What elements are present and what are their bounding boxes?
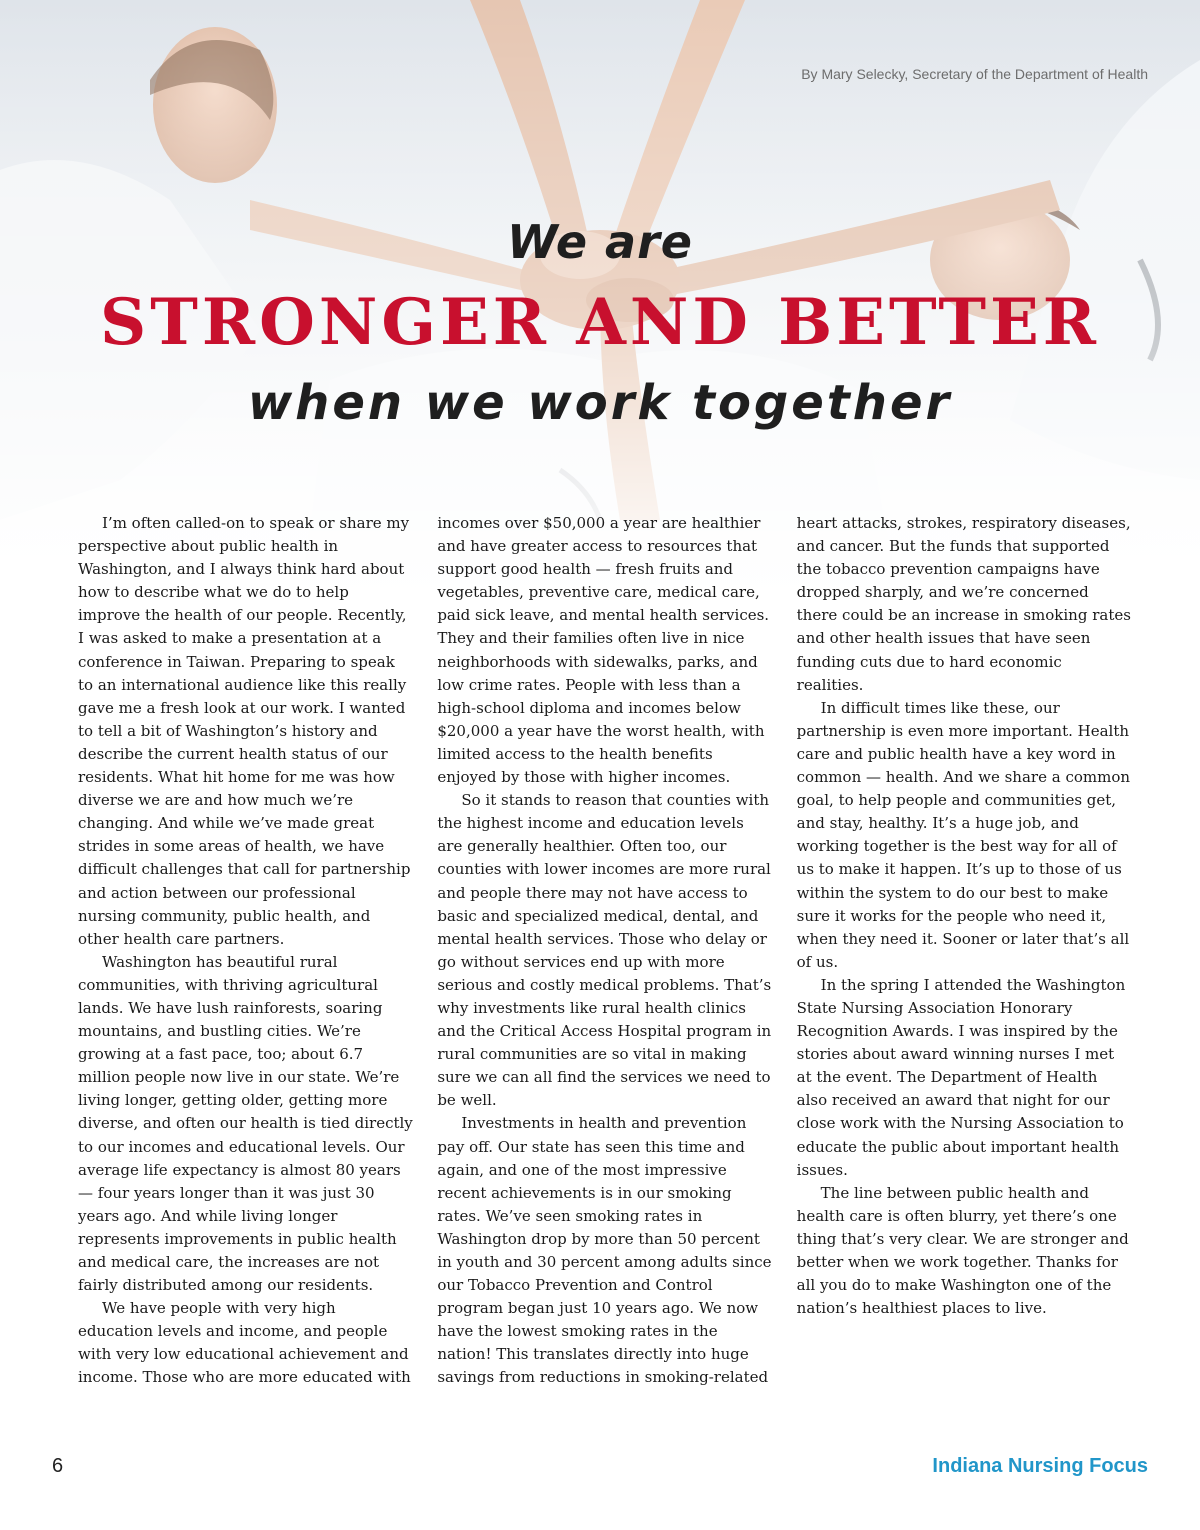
article-paragraph: Washington has beautiful rural communities, with thriving agricultural lands. We have lush rainforests, soaring mountains, and bustling cities. We’re growing at a fast pace, too; about 6.7 million people now live in our state. We’re living longer, getting older, getting more diverse, and often our health is tied directly to our incomes and educational levels. Our average life expectancy is almost 80 years — four years longer than it was just 30 years ago. And while living longer represents improvements in public health and medical care, the increases are not fairly distributed among our residents. <box>78 952 413 1295</box>
publication-name: Indiana Nursing Focus <box>932 1455 1148 1477</box>
article-body <box>78 512 1132 1412</box>
page-number: 6 <box>52 1455 64 1477</box>
headline-line-2: STRONGER AND BETTER <box>100 285 1100 360</box>
headline-line-3: when we work together <box>247 375 953 431</box>
headline-line-1: We are <box>507 215 693 269</box>
article-paragraph: I’m often called-on to speak or share my perspective about public health in Washington, and I always think hard about how to describe what we do to help improve the health of our people. Recently, I was asked to make a presentation at a conference in Taiwan. Preparing to speak to an international audience like this really gave me a fresh look at our work. I wanted to tell a bit of Washington’s history and describe the current health status of our residents. What hit home for me was how diverse we are and how much we’re changing. And while we’ve made great strides in some areas of health, we have difficult challenges that call for partnership and action between our professional nursing community, public health, and other health care partners. <box>78 514 411 948</box>
article-paragraph: The line between public health and health care is often blurry, yet there’s one thing that’s very clear. We are stronger and better when we work together. Thanks for all you do to make Washington one of the nation’s healthiest places to live. <box>796 1183 1129 1318</box>
article-paragraph: Investments in health and prevention pay off. Our state has seen this time and again, and one of the most impressive recent achievements is in our smoking rates. We’ve seen smoking rates in Washington drop by more than 50 percent in youth and 30 percent among adults since our Tobacco Prevention and Control program began just 10 years ago. We now have the lowest smoking rates in the nation! This translates directly into huge savings from reductions in smoking-related heart attacks, strokes, respiratory diseases, and cancer. But the funds that supported the tobacco prevention campaigns have dropped sharply, and we’re concerned there could be an increase in smoking rates and other health issues that have seen funding cuts due to hard economic realities. <box>437 514 1131 1387</box>
article-paragraph: So it stands to reason that counties with the highest income and education levels are generally healthier. Often too, our counties with lower incomes are more rural and people there may not have access to basic and specialized medical, dental, and mental health services. Those who delay or go without services end up with more serious and costly medical problems. That’s why investments like rural health clinics and the Critical Access Hospital program in rural communities are so vital in making sure we can all find the services we need to be well. <box>437 791 772 1110</box>
article-paragraph: We have people with very high education levels and income, and people with very low educational achievement and income. Those who are more educated with incomes over $50,000 a year are healthier and have greater access to resources that support good health — fresh fruits and vegetables, preventive care, medical care, paid sick leave, and mental health services. They and their families often live in nice neighborhoods with sidewalks, parks, and low crime rates. People with less than a high-school diploma and incomes below $20,000 a year have the worst health, with limited access to the health benefits enjoyed by those with higher incomes. <box>78 514 770 1387</box>
byline: By Mary Selecky, Secretary of the Department of Health <box>801 66 1148 82</box>
article-paragraph: In the spring I attended the Washington State Nursing Association Honorary Recognition Awards. I was inspired by the stories about award winning nurses I met at the event. The Department of Health also received an award that night for our close work with the Nursing Association to educate the public about important health issues. <box>796 975 1126 1179</box>
article-paragraph: In difficult times like these, our partnership is even more important. Health care and public health have a key word in common — health. And we share a common goal, to help people and communities get, and stay, healthy. It’s a huge job, and working together is the best way for all of us to make it happen. It’s up to those of us within the system to do our best to make sure it works for the people who need it, when they need it. Sooner or later that’s all of us. <box>796 698 1131 971</box>
